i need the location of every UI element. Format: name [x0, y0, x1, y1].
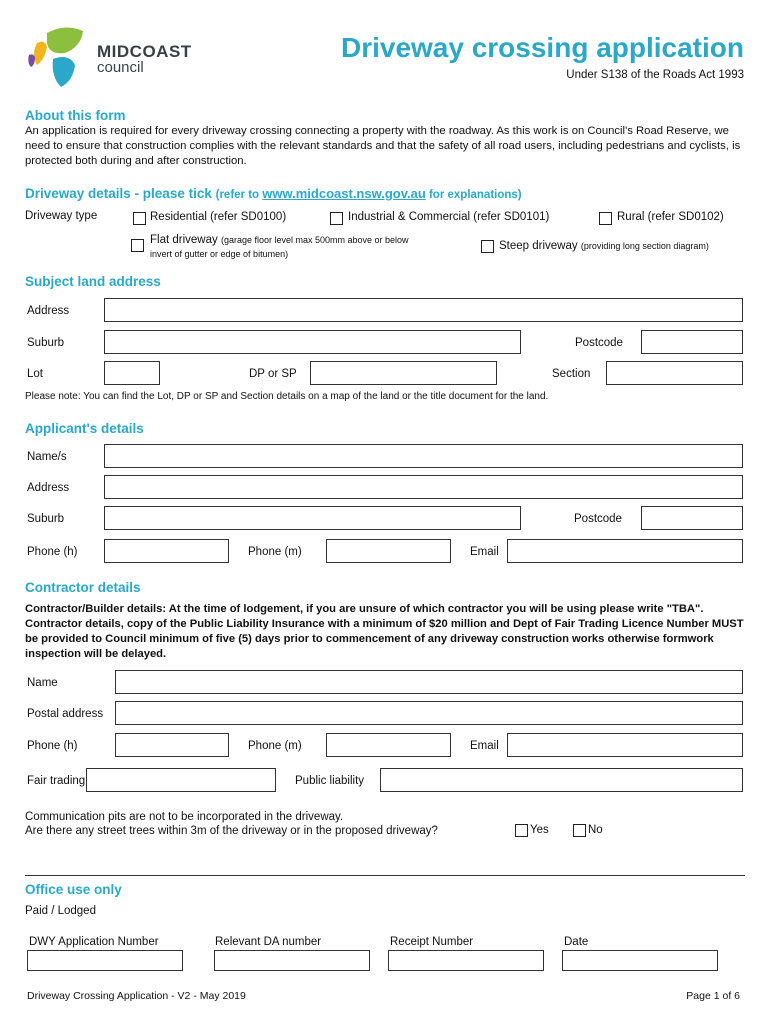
industrial-label: Industrial & Commercial (refer SD0101) — [348, 211, 550, 223]
residential-label: Residential (refer SD0100) — [150, 211, 287, 223]
office-receipt-input[interactable] — [388, 950, 544, 971]
land-postcode-label: Postcode — [575, 337, 623, 349]
footer-doc-version: Driveway Crossing Application - V2 - May 2019 — [27, 990, 246, 1002]
land-note: Please note: You can find the Lot, DP or SP and Section details on a map of the land or the title document for the land. — [25, 391, 549, 402]
driveway-refer-prefix: (refer to — [215, 189, 263, 201]
applicant-suburb-input[interactable] — [104, 506, 521, 530]
driveway-type-label: Driveway type — [25, 210, 98, 222]
land-lot-label: Lot — [27, 368, 43, 380]
contractor-email-label: Email — [470, 740, 499, 752]
applicant-phone-m-label: Phone (m) — [248, 546, 302, 558]
office-date-label: Date — [564, 936, 589, 948]
office-receipt-label: Receipt Number — [390, 936, 474, 948]
trees-yes-checkbox[interactable] — [515, 824, 528, 837]
land-address-label: Address — [27, 305, 70, 317]
applicant-email-input[interactable] — [507, 539, 743, 563]
applicant-phone-h-input[interactable] — [104, 539, 229, 563]
office-heading: Office use only — [25, 882, 122, 897]
land-dp-label: DP or SP — [249, 368, 297, 380]
applicant-suburb-label: Suburb — [27, 513, 65, 525]
page-subtitle: Under S138 of the Roads Act 1993 — [566, 69, 744, 81]
land-heading: Subject land address — [25, 274, 161, 289]
rural-checkbox[interactable] — [599, 212, 612, 225]
about-text: An application is required for every driveway crossing connecting a property with the roadway. As this work is on Council's Road Reserve, we need to ensure that construction complies with the relevant standards and that the safety of all road users, including pedestrians and cyclists, is protected both during and after construction. — [25, 125, 741, 167]
about-heading: About this form — [25, 108, 126, 123]
applicant-heading: Applicant's details — [25, 421, 144, 436]
footer-page-number: Page 1 of 6 — [686, 990, 740, 1002]
land-section-label: Section — [552, 368, 591, 380]
logo-line1: MIDCOAST — [97, 42, 192, 61]
flat-checkbox[interactable] — [131, 239, 144, 252]
office-da-input[interactable] — [214, 950, 370, 971]
contractor-name-label: Name — [27, 677, 58, 689]
office-dwy-label: DWY Application Number — [29, 936, 159, 948]
contractor-phone-m-input[interactable] — [326, 733, 451, 757]
flat-text: Flat driveway — [150, 234, 218, 246]
contractor-fair-trading-input[interactable] — [86, 768, 276, 792]
land-address-input[interactable] — [104, 298, 743, 322]
pits-line1: Communication pits are not to be incorporated in the driveway. — [25, 811, 344, 823]
applicant-names-label: Name/s — [27, 451, 67, 463]
applicant-phone-h-label: Phone (h) — [27, 546, 78, 558]
steep-checkbox[interactable] — [481, 240, 494, 253]
applicant-email-label: Email — [470, 546, 499, 558]
applicant-names-input[interactable] — [104, 444, 743, 468]
logo-line2: council — [97, 59, 144, 76]
land-postcode-input[interactable] — [641, 330, 743, 354]
steep-text: Steep driveway — [499, 240, 578, 252]
land-dp-input[interactable] — [310, 361, 497, 385]
rural-label: Rural (refer SD0102) — [617, 211, 724, 223]
contractor-phone-h-input[interactable] — [115, 733, 229, 757]
steep-note: (providing long section diagram) — [580, 241, 709, 251]
flat-note1: (garage floor level max 500mm above or below — [220, 235, 409, 245]
contractor-heading: Contractor details — [25, 580, 141, 595]
land-lot-input[interactable] — [104, 361, 160, 385]
flat-label — [150, 234, 409, 246]
land-section-input[interactable] — [606, 361, 743, 385]
office-date-input[interactable] — [562, 950, 718, 971]
contractor-postal-label: Postal address — [27, 708, 104, 720]
page-title: Driveway crossing application — [340, 32, 744, 63]
midcoast-logo — [25, 25, 95, 90]
office-paid-lodged: Paid / Lodged — [25, 905, 96, 917]
contractor-phone-m-label: Phone (m) — [248, 740, 302, 752]
driveway-heading-line — [25, 186, 522, 201]
steep-label — [499, 240, 709, 252]
applicant-postcode-label: Postcode — [574, 513, 622, 525]
flat-note2: invert of gutter or edge of bitumen) — [150, 249, 289, 259]
contractor-public-liability-label: Public liability — [295, 775, 365, 787]
contractor-email-input[interactable] — [507, 733, 743, 757]
contractor-public-liability-input[interactable] — [380, 768, 743, 792]
residential-checkbox[interactable] — [133, 212, 146, 225]
applicant-address-input[interactable] — [104, 475, 743, 499]
land-suburb-input[interactable] — [104, 330, 521, 354]
contractor-fair-trading-label: Fair trading — [27, 775, 86, 787]
contractor-name-input[interactable] — [115, 670, 743, 694]
contractor-phone-h-label: Phone (h) — [27, 740, 78, 752]
trees-no-checkbox[interactable] — [573, 824, 586, 837]
office-dwy-input[interactable] — [27, 950, 183, 971]
applicant-address-label: Address — [27, 482, 70, 494]
midcoast-website-link[interactable]: www.midcoast.nsw.gov.au — [262, 186, 426, 201]
contractor-text: Contractor/Builder details: At the time of lodgement, if you are unsure of which contractor you will be using please write "TBA". Contractor details, copy of the Public Liability Insurance with a minimum of $20 million and Dept of Fair Trading Licence Number MUST be provided to Council minimum of five (5) days prior to commencement of any driveway construction works otherwise formwork inspection will be delayed. — [25, 603, 744, 660]
trees-yes-label: Yes — [530, 824, 549, 836]
pits-line2: Are there any street trees within 3m of the driveway or in the proposed driveway? — [25, 825, 438, 837]
driveway-refer-suffix: for explanations) — [425, 189, 522, 201]
industrial-checkbox[interactable] — [330, 212, 343, 225]
office-da-label: Relevant DA number — [215, 936, 322, 948]
contractor-postal-input[interactable] — [115, 701, 743, 725]
land-suburb-label: Suburb — [27, 337, 65, 349]
applicant-phone-m-input[interactable] — [326, 539, 451, 563]
office-divider — [25, 875, 745, 876]
trees-no-label: No — [588, 824, 603, 836]
applicant-postcode-input[interactable] — [641, 506, 743, 530]
driveway-heading: Driveway details - please tick — [25, 186, 212, 201]
